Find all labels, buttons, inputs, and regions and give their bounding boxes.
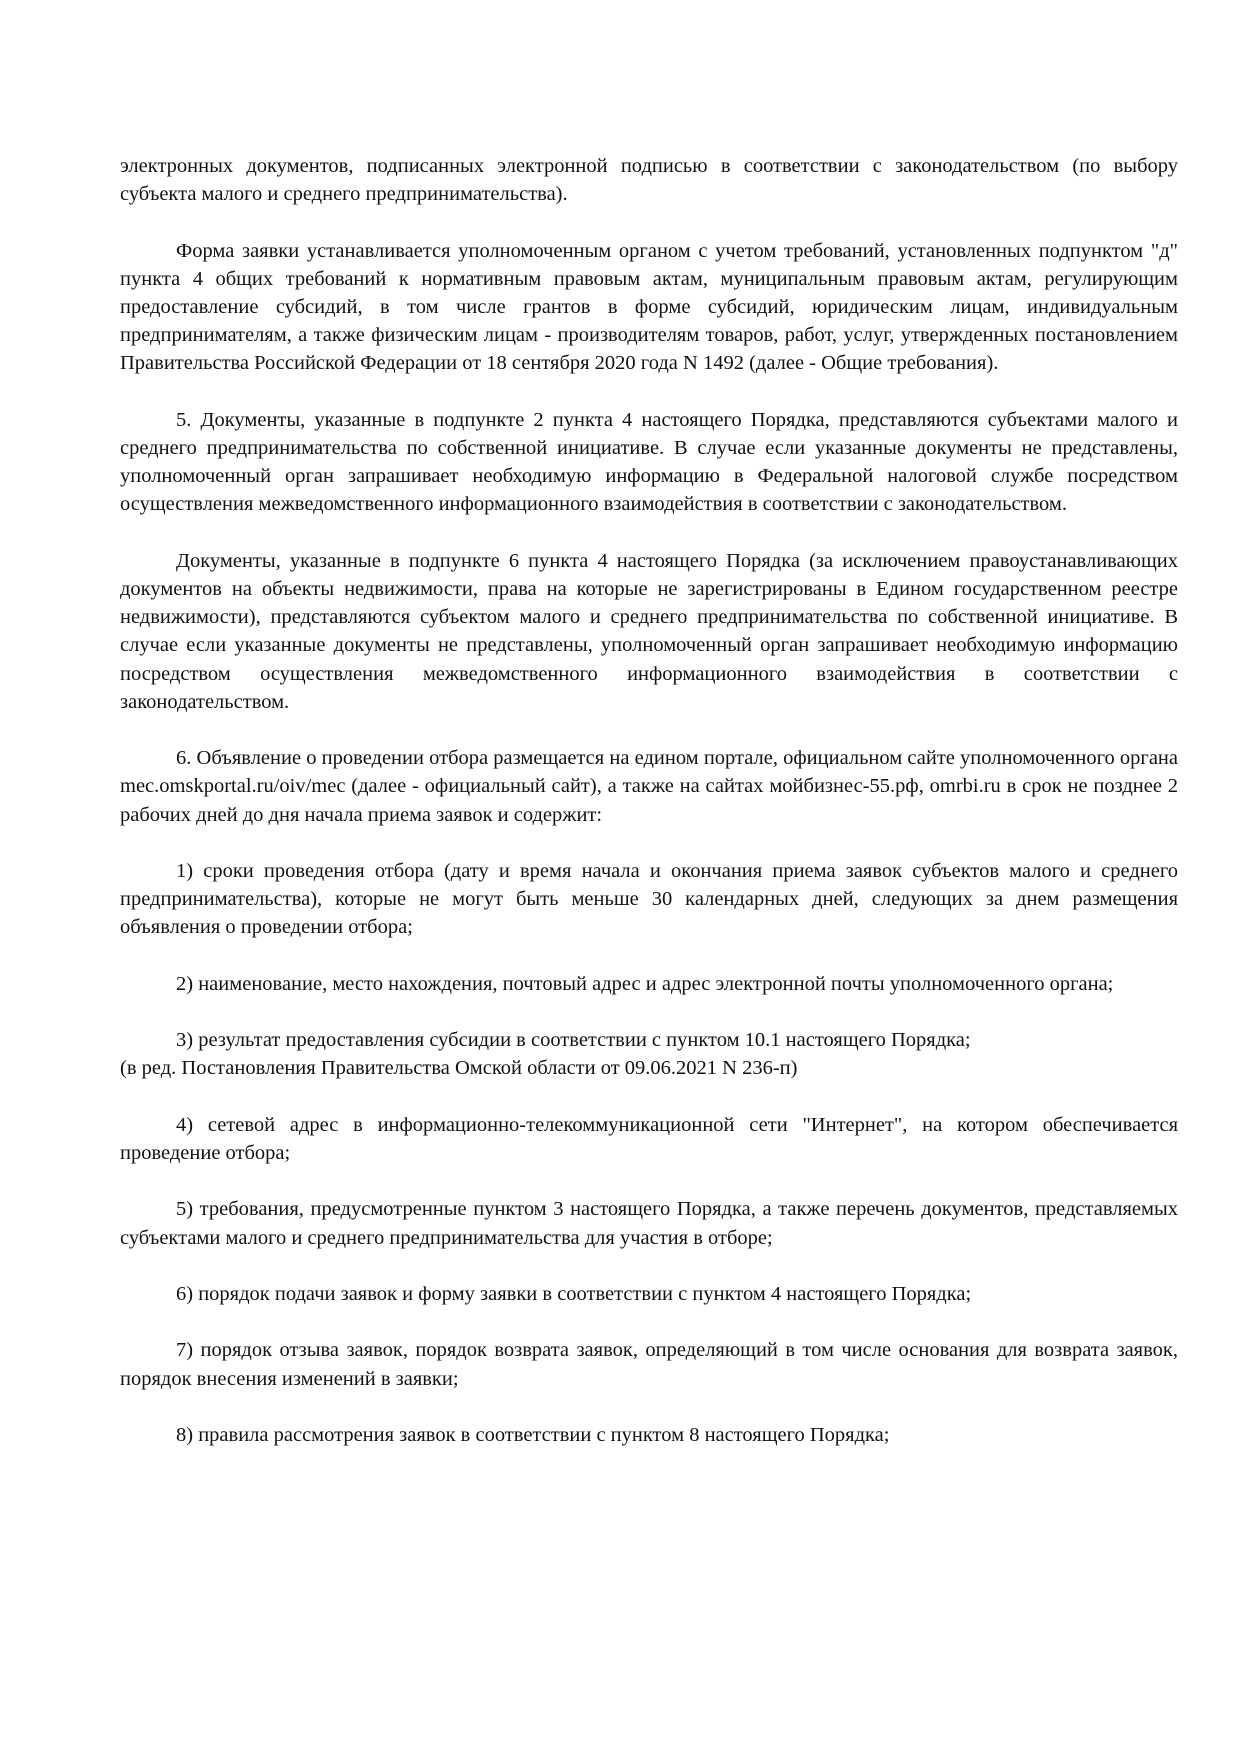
- list-item: 5) требования, предусмотренные пунктом 3 настоящего Порядка, а также перечень документов, представляемых субъектами малого и среднего предпринимательства для участия в отборе;: [120, 1198, 1178, 1249]
- list-item: 8) правила рассмотрения заявок в соответствии с пунктом 8 настоящего Порядка;: [176, 1423, 890, 1446]
- paragraph: 5. Документы, указанные в подпункте 2 пункта 4 настоящего Порядка, представляются субъектами малого и среднего предпринимательства по собственной инициативе. В случае если указанные документы не представлены, уполномоченный орган запрашивает необходимую информацию в Федеральной налоговой службе посредством осуществления межведомственного информационного взаимодействия в соответствии с законодательством.: [120, 408, 1178, 516]
- list-item: 7) порядок отзыва заявок, порядок возврата заявок, определяющий в том числе основания для возврата заявок, порядок внесения изменений в заявки;: [120, 1339, 1178, 1390]
- list-item-text: 3) результат предоставления субсидии в соответствии с пунктом 10.1 настоящего Порядка;: [176, 1029, 971, 1052]
- edit-note: (в ред. Постановления Правительства Омской области от 09.06.2021 N 236-п): [120, 1057, 798, 1080]
- list-item-with-note: [120, 1026, 1178, 1082]
- list-item: 4) сетевой адрес в информационно-телекоммуникационной сети "Интернет", на котором обеспечивается проведение отбора;: [120, 1113, 1178, 1164]
- paragraph: электронных документов, подписанных электронной подписью в соответствии с законодательством (по выбору субъекта малого и среднего предпринимательства).: [120, 155, 1178, 206]
- document-page: [120, 152, 1178, 1477]
- paragraph: Документы, указанные в подпункте 6 пункта 4 настоящего Порядка (за исключением правоустанавливающих документов на объекты недвижимости, права на которые не зарегистрированы в Едином государственном реестре недвижимости), представляются субъектом малого и среднего предпринимательства по собственной инициативе. В случае если указанные документы не представлены, уполномоченный орган запрашивает необходимую информацию посредством осуществления межведомственного информационного взаимодействия в соответствии с законодательством.: [120, 549, 1178, 713]
- paragraph: 6. Объявление о проведении отбора размещается на едином портале, официальном сайте уполномоченного органа mec.omskportal.ru/oiv/mec (далее - официальный сайт), а также на сайтах мойбизнес-55.рф, omrbi.ru в срок не позднее 2 рабочих дней до дня начала приема заявок и содержит:: [120, 747, 1178, 826]
- list-item: 1) сроки проведения отбора (дату и время начала и окончания приема заявок субъектов малого и среднего предпринимательства), которые не могут быть меньше 30 календарных дней, следующих за днем размещения объявления о проведении отбора;: [120, 860, 1178, 939]
- list-item: 2) наименование, место нахождения, почтовый адрес и адрес электронной почты уполномоченного органа;: [176, 972, 1114, 995]
- list-item: 6) порядок подачи заявок и форму заявки в соответствии с пунктом 4 настоящего Порядка;: [176, 1282, 972, 1305]
- paragraph: Форма заявки устанавливается уполномоченным органом с учетом требований, установленных подпунктом "д" пункта 4 общих требований к нормативным правовым актам, муниципальным правовым актам, регулирующим предоставление субсидий, в том числе грантов в форме субсидий, юридическим лицам, индивидуальным предпринимателям, а также физическим лицам - производителям товаров, работ, услуг, утвержденных постановлением Правительства Российской Федерации от 18 сентября 2020 года N 1492 (далее - Общие требования).: [120, 239, 1178, 375]
